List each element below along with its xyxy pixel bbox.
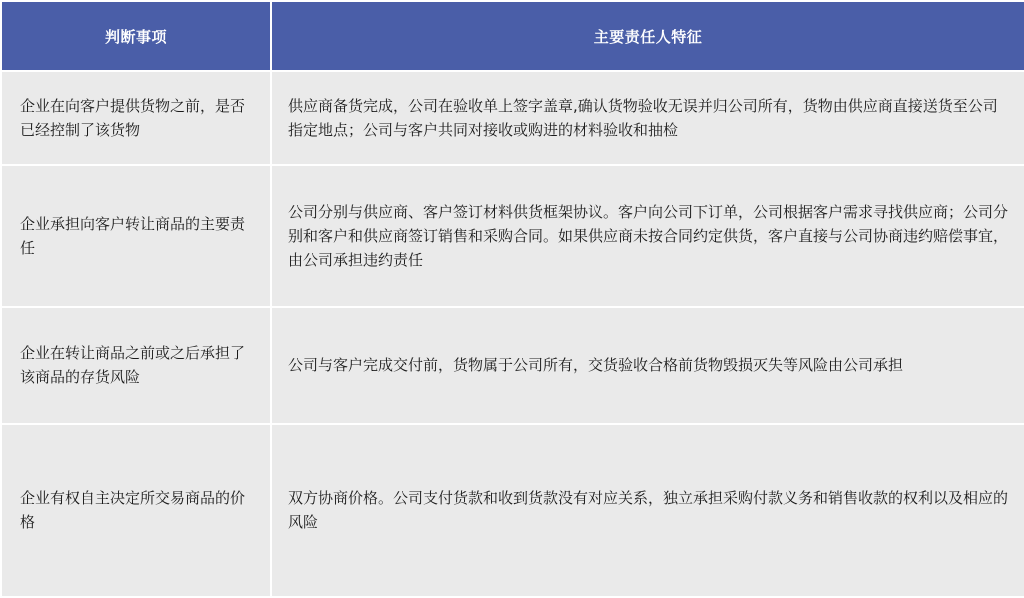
header-judgment-item: 判断事项	[2, 2, 270, 70]
header-row	[2, 2, 1024, 70]
header-principal-feature: 主要责任人特征	[272, 2, 1024, 70]
judgment-item-cell: 企业在向客户提供货物之前，是否已经控制了该货物	[2, 72, 270, 164]
feature-cell: 公司与客户完成交付前，货物属于公司所有，交货验收合格前货物毁损灭失等风险由公司承担	[272, 308, 1024, 423]
feature-cell: 双方协商价格。公司支付货款和收到货款没有对应关系，独立承担采购付款义务和销售收款的权利以及相应的风险	[272, 425, 1024, 596]
feature-cell: 公司分别与供应商、客户签订材料供货框架协议。客户向公司下订单，公司根据客户需求寻找供应商；公司分别和客户和供应商签订销售和采购合同。如果供应商未按合同约定供货，客户直接与公司协商违约赔偿事宜，由公司承担违约责任	[272, 166, 1024, 306]
judgment-item-cell: 企业在转让商品之前或之后承担了该商品的存货风险	[2, 308, 270, 423]
feature-cell: 供应商备货完成，公司在验收单上签字盖章,确认货物验收无误并归公司所有，货物由供应商直接送货至公司指定地点；公司与客户共同对接收或购进的材料验收和抽检	[272, 72, 1024, 164]
judgment-item-cell: 企业有权自主决定所交易商品的价格	[2, 425, 270, 596]
table-row	[2, 72, 1024, 164]
judgment-item-cell: 企业承担向客户转让商品的主要责任	[2, 166, 270, 306]
table-row	[2, 308, 1024, 423]
table-row	[2, 166, 1024, 306]
table-row	[2, 425, 1024, 596]
